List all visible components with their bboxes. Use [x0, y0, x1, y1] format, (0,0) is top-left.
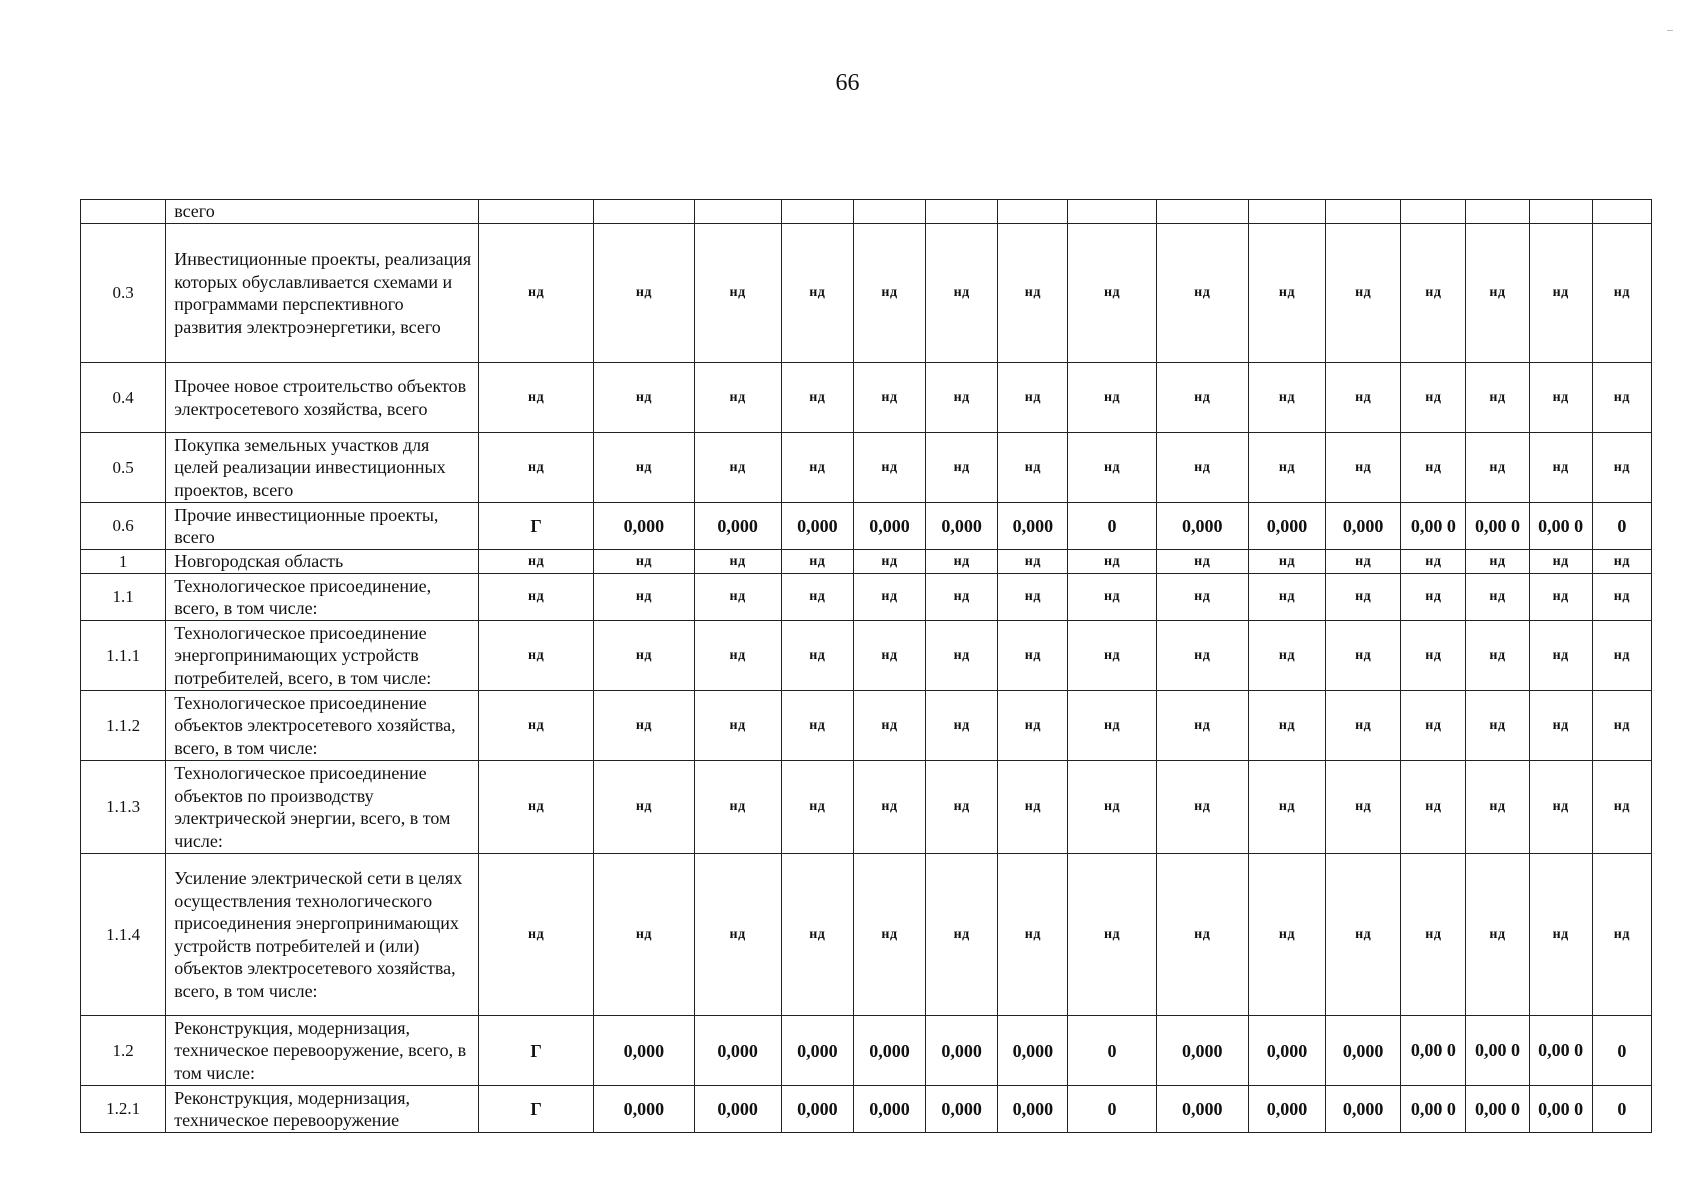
- value-cell: нд: [1326, 433, 1401, 503]
- value-cell: нд: [926, 854, 998, 1016]
- value-cell: нд: [926, 574, 998, 621]
- row-name: Технологическое присоединение объектов по производству электрической энергии, всего, в том числе:: [166, 761, 479, 854]
- value-cell: нд: [926, 761, 998, 854]
- value-cell: 0,000: [594, 1016, 694, 1086]
- value-cell: нд: [998, 574, 1068, 621]
- row-name: Покупка земельных участков для целей реализации инвестиционных проектов, всего: [166, 433, 479, 503]
- page-number: 66: [835, 70, 860, 96]
- value-cell: нд: [1156, 621, 1248, 691]
- row-code: 0.4: [81, 363, 166, 433]
- value-cell: нд: [1248, 854, 1325, 1016]
- value-cell: нд: [1068, 363, 1156, 433]
- table-row: [81, 691, 1652, 761]
- value-cell: нд: [1529, 761, 1592, 854]
- value-cell: нд: [1466, 621, 1529, 691]
- value-cell: нд: [1326, 363, 1401, 433]
- value-cell: нд: [926, 224, 998, 363]
- investment-table: [80, 199, 1652, 1133]
- value-cell: 0,000: [1248, 503, 1325, 550]
- value-cell: нд: [1592, 550, 1651, 574]
- value-cell: 0,000: [594, 503, 694, 550]
- value-cell: [1401, 200, 1466, 224]
- value-cell: нд: [1466, 761, 1529, 854]
- value-cell: 0,000: [1156, 503, 1248, 550]
- value-cell: нд: [478, 363, 593, 433]
- value-cell: 0,000: [853, 503, 925, 550]
- row-name: Технологическое присоединение энергопринимающих устройств потребителей, всего, в том числе:: [166, 621, 479, 691]
- value-cell: нд: [478, 550, 593, 574]
- value-cell: нд: [1068, 761, 1156, 854]
- value-cell: нд: [781, 691, 853, 761]
- value-cell: нд: [1326, 691, 1401, 761]
- table-row: [81, 1086, 1652, 1133]
- value-cell: нд: [478, 854, 593, 1016]
- value-cell: нд: [781, 574, 853, 621]
- value-cell: нд: [1156, 574, 1248, 621]
- value-cell: 0,000: [926, 1016, 998, 1086]
- value-cell: нд: [1401, 761, 1466, 854]
- value-cell: Г: [478, 503, 593, 550]
- value-cell: нд: [1466, 691, 1529, 761]
- value-cell: нд: [1592, 433, 1651, 503]
- value-cell: 0,000: [926, 503, 998, 550]
- value-cell: 0,000: [1156, 1016, 1248, 1086]
- row-code: [81, 200, 166, 224]
- value-cell: нд: [1529, 621, 1592, 691]
- value-cell: нд: [1529, 224, 1592, 363]
- value-cell: [1248, 200, 1325, 224]
- value-cell: [478, 200, 593, 224]
- value-cell: нд: [594, 224, 694, 363]
- value-cell: нд: [594, 363, 694, 433]
- value-cell: нд: [1326, 621, 1401, 691]
- value-cell: нд: [998, 621, 1068, 691]
- value-cell: нд: [1592, 574, 1651, 621]
- value-cell: [1466, 200, 1529, 224]
- row-code: 1.1.2: [81, 691, 166, 761]
- value-cell: нд: [594, 691, 694, 761]
- value-cell: 0,000: [781, 503, 853, 550]
- value-cell: 0,000: [1326, 1086, 1401, 1133]
- table-row: [81, 854, 1652, 1016]
- value-cell: 0,00 0: [1529, 503, 1592, 550]
- table-body: [81, 200, 1652, 1133]
- row-name: Технологическое присоединение объектов электросетевого хозяйства, всего, в том числе:: [166, 691, 479, 761]
- value-cell: нд: [853, 691, 925, 761]
- value-cell: [853, 200, 925, 224]
- value-cell: Г: [478, 1086, 593, 1133]
- table-row: [81, 574, 1652, 621]
- value-cell: нд: [694, 574, 781, 621]
- value-cell: нд: [1592, 854, 1651, 1016]
- value-cell: 0,00 0: [1401, 503, 1466, 550]
- row-name: Реконструкция, модернизация, техническое перевооружение, всего, в том числе:: [166, 1016, 479, 1086]
- value-cell: нд: [781, 621, 853, 691]
- value-cell: нд: [1156, 363, 1248, 433]
- value-cell: нд: [1248, 761, 1325, 854]
- value-cell: нд: [926, 621, 998, 691]
- value-cell: 0,00 0: [1466, 1086, 1529, 1133]
- value-cell: 0: [1592, 503, 1651, 550]
- row-code: 0.3: [81, 224, 166, 363]
- value-cell: нд: [853, 433, 925, 503]
- value-cell: нд: [1592, 224, 1651, 363]
- value-cell: 0,000: [998, 1086, 1068, 1133]
- table-row: [81, 224, 1652, 363]
- value-cell: 0,000: [1248, 1016, 1325, 1086]
- value-cell: 0,00 0: [1529, 1086, 1592, 1133]
- value-cell: нд: [1529, 363, 1592, 433]
- value-cell: нд: [1401, 621, 1466, 691]
- value-cell: нд: [1529, 691, 1592, 761]
- value-cell: нд: [694, 854, 781, 1016]
- value-cell: нд: [1592, 691, 1651, 761]
- value-cell: нд: [998, 691, 1068, 761]
- value-cell: нд: [998, 363, 1068, 433]
- value-cell: 0,000: [998, 503, 1068, 550]
- value-cell: нд: [1068, 550, 1156, 574]
- value-cell: нд: [1401, 574, 1466, 621]
- value-cell: нд: [926, 691, 998, 761]
- row-code: 1.1: [81, 574, 166, 621]
- value-cell: нд: [926, 363, 998, 433]
- row-name: Прочее новое строительство объектов электросетевого хозяйства, всего: [166, 363, 479, 433]
- value-cell: 0,00 0: [1466, 1016, 1529, 1086]
- value-cell: [926, 200, 998, 224]
- value-cell: нд: [1592, 621, 1651, 691]
- row-code: 0.5: [81, 433, 166, 503]
- value-cell: нд: [1401, 433, 1466, 503]
- value-cell: 0,000: [1248, 1086, 1325, 1133]
- value-cell: нд: [1529, 550, 1592, 574]
- value-cell: [694, 200, 781, 224]
- value-cell: нд: [1401, 854, 1466, 1016]
- value-cell: нд: [694, 363, 781, 433]
- value-cell: 0: [1068, 1086, 1156, 1133]
- value-cell: [1156, 200, 1248, 224]
- value-cell: [1592, 200, 1651, 224]
- value-cell: нд: [1592, 761, 1651, 854]
- value-cell: нд: [478, 574, 593, 621]
- value-cell: нд: [853, 550, 925, 574]
- value-cell: нд: [1156, 854, 1248, 1016]
- value-cell: нд: [1529, 574, 1592, 621]
- value-cell: нд: [1068, 621, 1156, 691]
- row-code: 1.1.3: [81, 761, 166, 854]
- value-cell: 0,000: [694, 1086, 781, 1133]
- value-cell: нд: [1248, 550, 1325, 574]
- table-row: [81, 1016, 1652, 1086]
- value-cell: 0,00 0: [1401, 1016, 1466, 1086]
- value-cell: нд: [926, 433, 998, 503]
- value-cell: нд: [478, 761, 593, 854]
- value-cell: [1326, 200, 1401, 224]
- value-cell: нд: [694, 621, 781, 691]
- value-cell: 0,000: [1326, 503, 1401, 550]
- value-cell: 0,000: [694, 1016, 781, 1086]
- value-cell: нд: [1326, 854, 1401, 1016]
- value-cell: нд: [1248, 363, 1325, 433]
- value-cell: нд: [1466, 363, 1529, 433]
- value-cell: нд: [478, 433, 593, 503]
- value-cell: нд: [1156, 433, 1248, 503]
- value-cell: нд: [1156, 691, 1248, 761]
- value-cell: нд: [1068, 854, 1156, 1016]
- value-cell: [594, 200, 694, 224]
- row-name: Инвестиционные проекты, реализация которых обуславливается схемами и программами перспективного развития электроэнергетики, всего: [166, 224, 479, 363]
- row-name: Технологическое присоединение, всего, в том числе:: [166, 574, 479, 621]
- value-cell: нд: [478, 621, 593, 691]
- value-cell: 0: [1068, 1016, 1156, 1086]
- value-cell: 0,000: [853, 1016, 925, 1086]
- table-row: [81, 761, 1652, 854]
- value-cell: нд: [1326, 574, 1401, 621]
- value-cell: нд: [594, 854, 694, 1016]
- value-cell: 0,00 0: [1466, 503, 1529, 550]
- value-cell: нд: [1326, 550, 1401, 574]
- value-cell: [1529, 200, 1592, 224]
- value-cell: 0: [1592, 1086, 1651, 1133]
- value-cell: нд: [998, 433, 1068, 503]
- value-cell: нд: [853, 761, 925, 854]
- value-cell: нд: [694, 550, 781, 574]
- value-cell: нд: [998, 854, 1068, 1016]
- value-cell: 0,000: [853, 1086, 925, 1133]
- value-cell: нд: [1248, 224, 1325, 363]
- value-cell: нд: [694, 433, 781, 503]
- value-cell: нд: [781, 854, 853, 1016]
- value-cell: нд: [1068, 433, 1156, 503]
- value-cell: 0,000: [998, 1016, 1068, 1086]
- value-cell: нд: [1466, 854, 1529, 1016]
- value-cell: 0,000: [1156, 1086, 1248, 1133]
- row-name: Прочие инвестиционные проекты, всего: [166, 503, 479, 550]
- value-cell: нд: [781, 550, 853, 574]
- value-cell: 0,000: [694, 503, 781, 550]
- value-cell: нд: [1401, 363, 1466, 433]
- value-cell: нд: [1326, 761, 1401, 854]
- value-cell: нд: [1156, 550, 1248, 574]
- value-cell: нд: [594, 433, 694, 503]
- row-code: 1.2: [81, 1016, 166, 1086]
- value-cell: нд: [853, 621, 925, 691]
- value-cell: нд: [1466, 574, 1529, 621]
- value-cell: нд: [781, 363, 853, 433]
- value-cell: нд: [1156, 224, 1248, 363]
- value-cell: нд: [1466, 550, 1529, 574]
- value-cell: нд: [853, 224, 925, 363]
- value-cell: нд: [1326, 224, 1401, 363]
- table-row: [81, 200, 1652, 224]
- value-cell: 0,000: [781, 1086, 853, 1133]
- value-cell: нд: [594, 621, 694, 691]
- table-row: [81, 433, 1652, 503]
- table-row: [81, 503, 1652, 550]
- value-cell: нд: [1248, 621, 1325, 691]
- scan-artifact: [1667, 30, 1673, 31]
- value-cell: нд: [694, 691, 781, 761]
- row-name: Реконструкция, модернизация, техническое перевооружение: [166, 1086, 479, 1133]
- value-cell: нд: [694, 761, 781, 854]
- value-cell: нд: [781, 224, 853, 363]
- value-cell: нд: [1529, 854, 1592, 1016]
- value-cell: нд: [1068, 691, 1156, 761]
- value-cell: нд: [1592, 363, 1651, 433]
- value-cell: нд: [1068, 224, 1156, 363]
- value-cell: нд: [1529, 433, 1592, 503]
- value-cell: нд: [1248, 691, 1325, 761]
- table-row: [81, 621, 1652, 691]
- value-cell: нд: [1068, 574, 1156, 621]
- value-cell: 0,000: [594, 1086, 694, 1133]
- value-cell: нд: [694, 224, 781, 363]
- value-cell: Г: [478, 1016, 593, 1086]
- value-cell: 0,00 0: [1401, 1086, 1466, 1133]
- row-code: 1.1.4: [81, 854, 166, 1016]
- value-cell: 0: [1068, 503, 1156, 550]
- row-code: 0.6: [81, 503, 166, 550]
- value-cell: нд: [1401, 550, 1466, 574]
- value-cell: нд: [1248, 433, 1325, 503]
- value-cell: [781, 200, 853, 224]
- value-cell: нд: [594, 574, 694, 621]
- value-cell: 0,000: [781, 1016, 853, 1086]
- row-code: 1.2.1: [81, 1086, 166, 1133]
- value-cell: нд: [781, 761, 853, 854]
- value-cell: нд: [853, 363, 925, 433]
- value-cell: нд: [478, 691, 593, 761]
- value-cell: нд: [998, 550, 1068, 574]
- value-cell: нд: [781, 433, 853, 503]
- value-cell: нд: [926, 550, 998, 574]
- value-cell: нд: [1401, 224, 1466, 363]
- value-cell: 0,000: [926, 1086, 998, 1133]
- row-name: Новгородская область: [166, 550, 479, 574]
- value-cell: нд: [853, 574, 925, 621]
- value-cell: нд: [594, 761, 694, 854]
- value-cell: 0,00 0: [1529, 1016, 1592, 1086]
- value-cell: нд: [853, 854, 925, 1016]
- value-cell: нд: [1156, 761, 1248, 854]
- row-name: Усиление электрической сети в целях осуществления технологического присоединения энергопринимающих устройств потребителей и (или) объектов электросетевого хозяйства, всего, в том числе:: [166, 854, 479, 1016]
- value-cell: нд: [478, 224, 593, 363]
- row-name: всего: [166, 200, 479, 224]
- row-code: 1: [81, 550, 166, 574]
- row-code: 1.1.1: [81, 621, 166, 691]
- value-cell: нд: [1401, 691, 1466, 761]
- value-cell: нд: [1466, 433, 1529, 503]
- value-cell: [1068, 200, 1156, 224]
- value-cell: нд: [1466, 224, 1529, 363]
- value-cell: нд: [998, 761, 1068, 854]
- value-cell: 0: [1592, 1016, 1651, 1086]
- value-cell: нд: [998, 224, 1068, 363]
- value-cell: нд: [1248, 574, 1325, 621]
- table-row: [81, 363, 1652, 433]
- table-row: [81, 550, 1652, 574]
- value-cell: нд: [594, 550, 694, 574]
- value-cell: [998, 200, 1068, 224]
- value-cell: 0,000: [1326, 1016, 1401, 1086]
